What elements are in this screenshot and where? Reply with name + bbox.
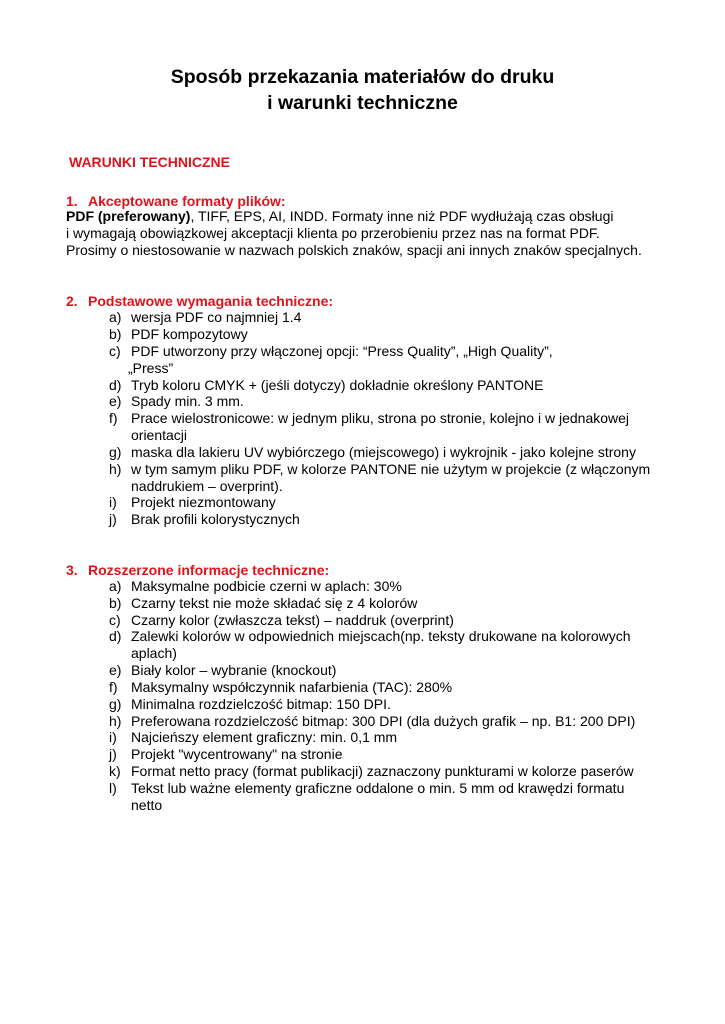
preferred-format: PDF (preferowany) <box>66 208 191 224</box>
list-marker: b) <box>109 326 122 342</box>
list-item-text: Maksymalne podbicie czerni w aplach: 30% <box>131 578 402 594</box>
list-item-text: wersja PDF co najmniej 1.4 <box>131 309 302 325</box>
list-marker: b) <box>109 595 122 611</box>
list-item-continuation: aplach) <box>131 645 177 661</box>
list-item <box>109 763 634 780</box>
section-2-title: Podstawowe wymagania techniczne: <box>88 293 334 309</box>
list-item <box>109 679 452 696</box>
list-item-text: Projekt niezmontowany <box>131 494 276 510</box>
list-item <box>109 612 454 629</box>
list-marker: h) <box>109 713 122 729</box>
list-item-text: Format netto pracy (format publikacji) zaznaczony punkturami w kolorze paserów <box>131 763 634 779</box>
list-item-text: Preferowana rozdzielczość bitmap: 300 DPI (dla dużych grafik – np. B1: 200 DPI) <box>131 713 636 729</box>
list-item-continuation: netto <box>131 797 163 813</box>
list-marker: j) <box>109 746 117 762</box>
list-item <box>109 628 631 645</box>
list-item <box>109 461 650 478</box>
list-item <box>109 595 417 612</box>
list-marker: g) <box>109 444 122 460</box>
list-marker: a) <box>109 309 122 325</box>
list-item-text: Najcieńszy element graficzny: min. 0,1 mm <box>131 729 398 745</box>
list-item-text: Prace wielostronicowe: w jednym pliku, strona po stronie, kolejno i w jednakowej <box>131 410 630 426</box>
list-item-text: Zalewki kolorów w odpowiednich miejscach(np. teksty drukowane na kolorowych <box>131 628 631 644</box>
section-3-number: 3. <box>66 562 78 578</box>
section-1-paragraph-line-3: Prosimy o niestosowanie w nazwach polskich znaków, spacji ani innych znaków specjalnych. <box>66 242 642 258</box>
list-marker: e) <box>109 393 122 409</box>
list-item <box>109 410 629 427</box>
list-marker: a) <box>109 578 122 594</box>
list-item-text: Tryb koloru CMYK + (jeśli dotyczy) dokładnie określony PANTONE <box>131 377 544 393</box>
section-1-number: 1. <box>66 193 78 209</box>
list-item <box>109 511 300 528</box>
list-item-text: Minimalna rozdzielczość bitmap: 150 DPI. <box>131 696 391 712</box>
list-marker: i) <box>109 494 117 510</box>
section-2-number: 2. <box>66 293 78 309</box>
list-item-text: Biały kolor – wybranie (knockout) <box>131 662 337 678</box>
list-item <box>109 309 301 326</box>
section-3-title: Rozszerzone informacje techniczne: <box>88 562 330 578</box>
list-item-text: Brak profili kolorystycznych <box>131 511 300 527</box>
list-item-text: Spady min. 3 mm. <box>131 393 244 409</box>
list-item <box>109 444 636 461</box>
list-item <box>109 780 624 797</box>
list-item <box>109 746 342 763</box>
list-marker: e) <box>109 662 122 678</box>
list-item <box>109 662 336 679</box>
list-item <box>109 393 244 410</box>
section-3-heading <box>66 561 329 579</box>
list-item <box>109 696 391 713</box>
list-marker: h) <box>109 461 122 477</box>
list-item-text: maska dla lakieru UV wybiórczego (miejscowego) i wykrojnik - jako kolejne strony <box>131 444 636 460</box>
list-marker: l) <box>109 780 117 796</box>
list-item <box>109 713 635 730</box>
section-1-paragraph-line-2: i wymagają obowiązkowej akceptacji klienta po przerobieniu przez nas na format PDF. <box>66 225 600 241</box>
list-marker: j) <box>109 511 117 527</box>
list-marker: c) <box>109 612 121 628</box>
list-marker: d) <box>109 377 122 393</box>
list-item <box>109 377 544 394</box>
list-item <box>109 343 553 360</box>
list-marker: i) <box>109 729 117 745</box>
document-title-line-1: Sposób przekazania materiałów do druku <box>170 66 555 88</box>
list-item <box>109 578 402 595</box>
list-marker: g) <box>109 696 122 712</box>
list-item <box>109 326 248 343</box>
list-marker: c) <box>109 343 121 359</box>
section-1-paragraph-line-1 <box>66 208 613 225</box>
list-item-text: PDF utworzony przy włączonej opcji: “Press Quality”, „High Quality”, <box>131 343 553 359</box>
formats-list: , TIFF, EPS, AI, INDD. Formaty inne niż PDF wydłużają czas obsługi <box>190 208 614 224</box>
document-title-line-2: i warunki techniczne <box>267 92 458 114</box>
list-item-text: Czarny kolor (zwłaszcza tekst) – naddruk (overprint) <box>131 612 454 628</box>
section-1-title: Akceptowane formaty plików: <box>88 193 286 209</box>
list-item <box>109 494 276 511</box>
list-item-text: Czarny tekst nie może składać się z 4 kolorów <box>131 595 418 611</box>
list-marker: f) <box>109 679 118 695</box>
list-item <box>109 729 397 746</box>
list-item-text: w tym samym pliku PDF, w kolorze PANTONE nie użytym w projekcie (z włączonym <box>131 461 651 477</box>
list-marker: d) <box>109 628 122 644</box>
list-item-text: Tekst lub ważne elementy graficzne oddalone o min. 5 mm od krawędzi formatu <box>131 780 625 796</box>
list-marker: f) <box>109 410 118 426</box>
list-item-text: PDF kompozytowy <box>131 326 248 342</box>
list-item-continuation: naddrukiem – overprint). <box>131 478 283 494</box>
section-label: WARUNKI TECHNICZNE <box>69 154 230 170</box>
list-item-text: Projekt "wycentrowany" na stronie <box>131 746 343 762</box>
list-item-continuation: „Press” <box>128 360 174 376</box>
list-item-continuation: orientacji <box>131 427 188 443</box>
list-marker: k) <box>109 763 121 779</box>
section-2-heading <box>66 292 333 310</box>
list-item-text: Maksymalny współczynnik nafarbienia (TAC): 280% <box>131 679 453 695</box>
